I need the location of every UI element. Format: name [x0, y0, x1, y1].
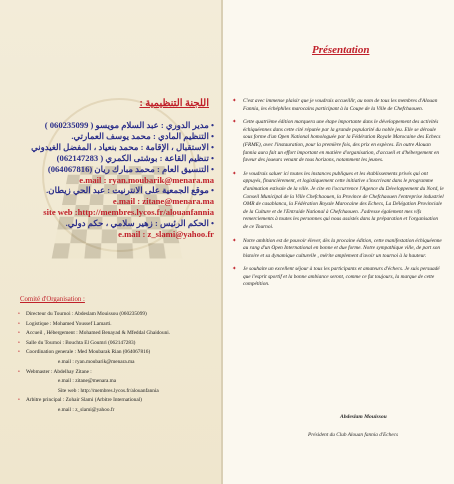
arabic-committee-row: site web :http://membres.lycos.fr/alouanfannia: [43, 207, 214, 218]
board-square: [117, 243, 133, 258]
bullet-icon: ✦: [232, 237, 237, 244]
presentation-paragraph: [232, 238, 444, 261]
presentation-text: [232, 98, 444, 295]
french-committee-row: [18, 329, 218, 339]
french-committee-text: Accueil , Hébergement : Mohamed Benayad & Mfeddal Ghaidouni.: [26, 330, 171, 337]
presentation-paragraph: [232, 119, 444, 165]
french-committee-list: [18, 310, 218, 416]
board-square: [101, 243, 117, 258]
board-square: [68, 243, 86, 258]
bullet-icon: ✦: [232, 170, 237, 177]
arabic-committee-row: • مدير الدوري : عبد السلام مويسو ( 060235099 ): [44, 120, 214, 130]
arabic-committee-row: e.mail : zitane@menara.ma: [112, 196, 214, 207]
french-committee-text: Directeur du Tournoi : Abdeslam Mouissou (060235099): [26, 311, 147, 317]
french-committee-text: Arbitre principal : Zohair Slami (Arbitre International): [26, 397, 142, 404]
paragraph-text: C'est avec immense plaisir que je voudrais accueillir, au nom de tous les membres d'Alouan Fannia, les échéphiles marocains participant à la Coupe de la Ville de Chefchaouen.: [243, 98, 438, 112]
french-committee-row: [18, 396, 218, 406]
presentation-paragraph: [232, 171, 444, 232]
bullet-icon: •: [18, 397, 20, 404]
arabic-committee-list: [14, 120, 214, 240]
french-committee-text: e.mail : ryan.moubarik@menara.ma: [58, 358, 135, 365]
bullet-icon: ✦: [232, 266, 237, 273]
french-committee-text: Webmaster : Abdelhay Zitane :: [26, 368, 92, 375]
arabic-committee-row: e.mail : ryan.moubarik@menara.ma: [79, 174, 214, 185]
french-committee-row: [18, 320, 218, 330]
french-committee-title: Comité d'Organisation :: [20, 296, 85, 303]
board-square: [84, 243, 101, 258]
french-committee-text: e.mail : zitane@menara.ma: [58, 378, 117, 385]
bullet-icon: •: [18, 330, 20, 337]
presentation-paragraph: [232, 98, 444, 113]
paragraph-text: Notre ambition est de pouvoir élever, dès la procaine édition, cette manifestation échiquéenne au rang d'un Open International en bonne et due forme. Notre sympathique ville, de part son histoire et sa dynamique culturelle , mérite amplement d'avoir un tournoi à la hauteur.: [243, 237, 442, 259]
page-fold: [221, 0, 223, 484]
bullet-icon: ✦: [232, 119, 237, 126]
arabic-committee-row: • تنظيم القاعة : بوشتى الكمري ( 062147283): [56, 152, 214, 163]
french-committee-text: Salle du Tournoi : Bouchta El Goumri (062147283): [26, 339, 136, 346]
board-square: [133, 243, 150, 258]
presentation-title: Présentation: [312, 44, 370, 56]
arabic-committee-row: • التنظيم المادي : محمد يوسف العمارتي.: [71, 130, 214, 141]
bullet-icon: •: [18, 320, 20, 327]
bullet-icon: •: [18, 339, 20, 346]
arabic-committee-title: اللجنة التنظيمية :: [139, 98, 209, 109]
bullet-icon: •: [18, 368, 20, 375]
french-committee-row: [18, 310, 218, 320]
french-committee-row: [18, 387, 218, 397]
arabic-committee-row: • الحكم الرئيس : زهير سلامي ، حكم دولي.: [65, 218, 214, 229]
french-committee-row: [18, 406, 218, 416]
board-square: [148, 243, 166, 258]
board-square: [164, 243, 183, 258]
paragraph-text: Je voudrais saluer ici toutes les instances publiques et les établissements privés qui ont appuyés, financièrement, et logistiquement cette initiative s'inscrivant dans le programme d'animation estivale de la ville. Je cite en l'occurrence l'Agence du Développement du Nord, le Conseil Municipal de la Ville Chefchaouen, la Province de Chefchaouen l'entreprise industriel OMR de casablanca, la Fédération Royale Marocaine des Echecs, La Délégation Provinciale de la Culture et de l'Entraide National à Chefchaouen. J'adresse également mes vifs remerciements à toutes les personnes qui nous assistés dans la préparation et l'organisation de ce Tournoi.: [243, 170, 444, 230]
board-square: [52, 243, 71, 258]
french-committee-row: [18, 377, 218, 387]
french-committee-text: e.mail : z_slami@yahoo.fr: [58, 406, 115, 413]
signature-name: Abdeslam Mouissou: [340, 414, 387, 420]
french-committee-row: [18, 348, 218, 358]
french-committee-row: [18, 368, 218, 378]
french-committee-text: Site web : http://membres.lycos.fr/alouanfannia: [58, 387, 159, 394]
bullet-icon: ✦: [232, 98, 237, 104]
french-committee-text: Logistique : Mohamed Youssef Lamarti.: [26, 320, 112, 327]
signature-title: Président du Club Alouan fannia d'Echecs: [308, 432, 399, 438]
french-committee-row: [18, 339, 218, 349]
french-committee-text: Coordination generale : Med Moubarak Rian (064067816): [26, 349, 151, 356]
bullet-icon: •: [18, 349, 20, 356]
french-committee-row: [18, 358, 218, 368]
arabic-committee-row: • موقع الجمعية على الانترنيت : عبد الحي زيطان.: [46, 185, 214, 196]
arabic-committee-row: • التنسيق العام : محمد مبارك ريان (064067816): [47, 163, 214, 174]
arabic-committee-row: e.mail : z_slami@yahoo.fr: [118, 229, 214, 240]
paragraph-text: Cette quatrième édition marquera une étape importante dans le développement des activités échiquéennes dans cette cité réputée par la grande popularité du noble jeu. Elle se déroule sous forme d'un Open National homologuée par la Fédération Royale Marocaine des Echecs (FRME), avec l'instauration, pour la première fois, des prix en espèces. En outre Alouan fannia aura fait un effort important en matière d'organisation, d'accueil et d'hébergement en faveur des joueurs venant de tous horizons, notamment les jeunes.: [243, 119, 441, 164]
presentation-paragraph: [232, 266, 444, 289]
arabic-committee-row: • الاستقبال ، الإقامة : محمد بنعياد ، المفضل الغيدوني: [31, 141, 214, 152]
paragraph-text: Je souhaite un excellent séjour à tous les participants et amateurs d'échecs. Je suis persuadé que l'esprit sportif et la bonne ambiance seront, comme ce fut toujours, la marque de cette compétition.: [243, 266, 440, 288]
bullet-icon: •: [18, 311, 20, 317]
